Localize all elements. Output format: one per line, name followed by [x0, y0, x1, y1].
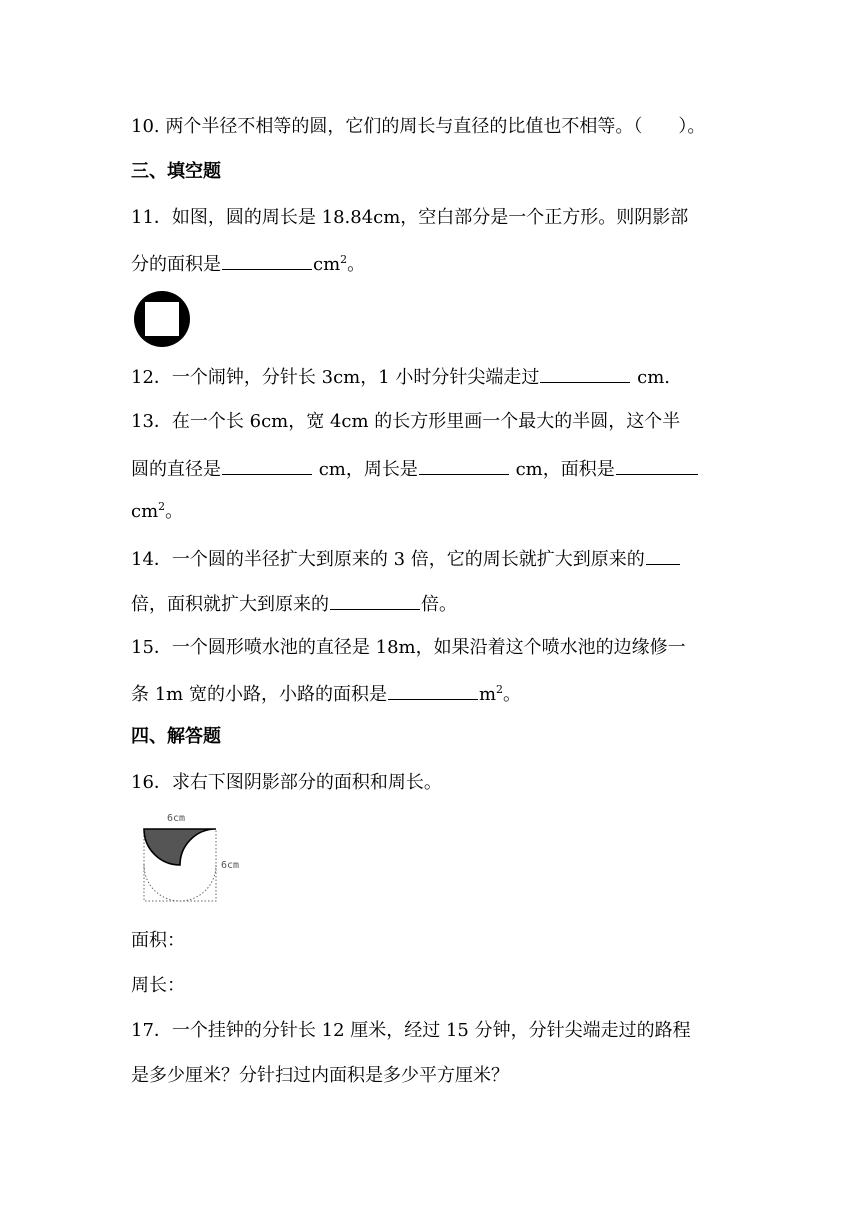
dotted-semicircle: [144, 865, 216, 901]
answer-blank-q12[interactable]: [540, 364, 630, 383]
unit-label: cm: [313, 254, 341, 275]
answer-blank-q13-area[interactable]: [616, 456, 698, 475]
question-14-suffix: 倍。: [421, 594, 457, 615]
question-12: [131, 364, 670, 390]
question-17-line-1: [131, 1019, 691, 1043]
question-11-text: 11．如图，圆的周长是 18.84cm，空白部分是一个正方形。则阴影部: [131, 207, 689, 228]
question-14-line-1: [131, 546, 681, 572]
question-12-text: 12．一个闹钟，分针长 3cm，1 小时分针尖端走过: [131, 367, 540, 388]
section-3-heading: [131, 160, 221, 184]
question-15-line-2: [131, 681, 521, 707]
answer-blank-q14-perimeter[interactable]: [646, 546, 680, 565]
question-17-text: 17．一个挂钟的分针长 12 厘米，经过 15 分钟，分针尖端走过的路程: [131, 1020, 691, 1041]
question-13-perimeter-label: cm，周长是: [313, 459, 418, 480]
area-label: 面积：: [131, 930, 185, 951]
question-13-text: 13．在一个长 6cm，宽 4cm 的长方形里画一个最大的半圆，这个半: [131, 411, 681, 432]
question-13-diameter-label: 圆的直径是: [131, 459, 221, 480]
question-11-line-2: [131, 251, 365, 277]
answer-blank-q14-area[interactable]: [330, 591, 420, 610]
question-13-line-2: [131, 456, 699, 482]
shaded-region-figure: [137, 810, 249, 904]
shaded-region: [144, 829, 216, 865]
answer-blank-q15[interactable]: [388, 681, 478, 700]
section-4-title: 四、解答题: [131, 726, 221, 747]
question-17-text-2: 是多少厘米？分针扫过内面积是多少平方厘米？: [131, 1065, 509, 1086]
unit-label: m: [478, 684, 497, 705]
question-12-unit: cm.: [631, 367, 670, 388]
question-15-text: 15．一个圆形喷水池的直径是 18m，如果沿着这个喷水池的边缘修一: [131, 637, 686, 658]
unit-exponent: 2: [340, 253, 348, 266]
question-15-prefix: 条 1m 宽的小路，小路的面积是: [131, 684, 387, 705]
section-4-heading: [131, 725, 221, 749]
unit-exponent: 2: [496, 683, 504, 696]
question-14-line-2: [131, 591, 457, 617]
answer-blank-q13-diameter[interactable]: [222, 456, 312, 475]
question-16: [131, 771, 442, 795]
question-13-line-1: [131, 410, 680, 434]
sentence-end: 。: [503, 684, 522, 705]
unit-exponent: 2: [158, 500, 166, 513]
perimeter-answer-line: [131, 974, 185, 998]
question-10: [131, 115, 705, 139]
question-11-line-1: [131, 206, 688, 230]
inner-square: [145, 302, 179, 336]
area-answer-line: [131, 929, 185, 953]
question-13-line-3: [131, 500, 183, 524]
question-14-area-prefix: 倍，面积就扩大到原来的: [131, 594, 329, 615]
figure-top-length-label: 6cm: [167, 813, 186, 824]
question-17-line-2: [131, 1064, 509, 1088]
section-3-title: 三、填空题: [131, 161, 221, 182]
figure-side-length-label: 6cm: [221, 860, 240, 871]
sentence-end: 。: [347, 254, 366, 275]
question-16-text: 16．求右下图阴影部分的面积和周长。: [131, 772, 442, 793]
sentence-end: 。: [165, 501, 184, 522]
unit-label: cm: [131, 501, 159, 522]
circle-square-figure: [133, 290, 191, 348]
question-13-area-label: cm，面积是: [509, 459, 615, 480]
question-11-prefix: 分的面积是: [131, 254, 221, 275]
answer-blank-q13-perimeter[interactable]: [419, 456, 509, 475]
question-10-text: 10. 两个半径不相等的圆，它们的周长与直径的比值也不相等。（ ）。: [131, 116, 706, 137]
question-15-line-1: [131, 636, 686, 660]
question-14-text: 14．一个圆的半径扩大到原来的 3 倍，它的周长就扩大到原来的: [131, 549, 645, 570]
answer-blank-q11[interactable]: [222, 251, 312, 270]
perimeter-label: 周长：: [131, 975, 185, 996]
